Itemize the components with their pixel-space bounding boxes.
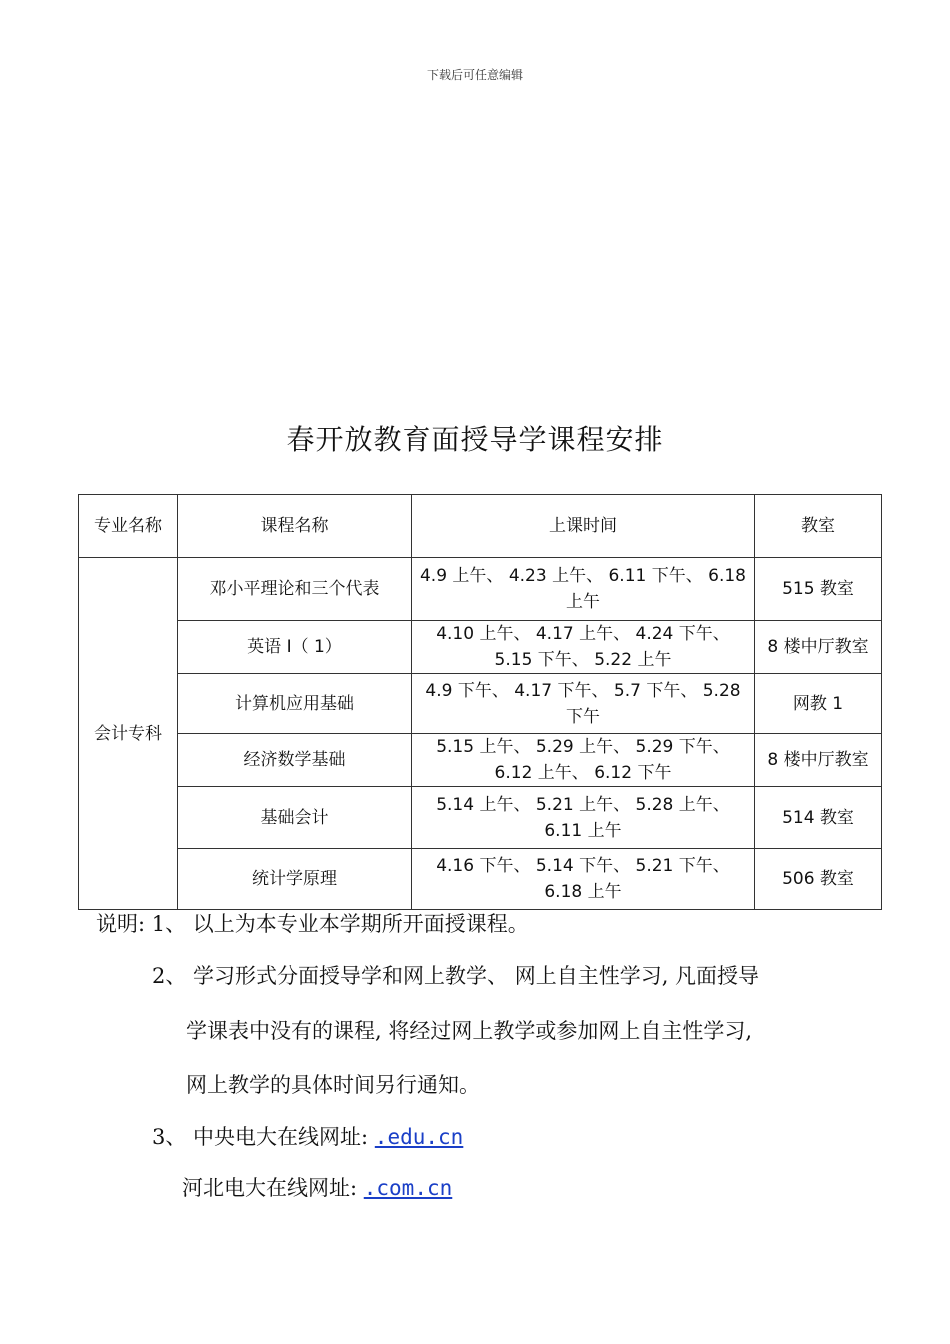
room-cell: 网教 1 <box>755 674 882 734</box>
table-row <box>79 621 882 674</box>
course-schedule-table <box>78 494 882 910</box>
time-cell: 5.14 上午、 5.21 上午、 5.28 上午、 6.11 上午 <box>412 787 755 849</box>
table-row <box>79 674 882 734</box>
course-cell: 经济数学基础 <box>178 734 412 787</box>
time-cell: 4.16 下午、 5.14 下午、 5.21 下午、 6.18 上午 <box>412 849 755 910</box>
course-cell: 邓小平理论和三个代表 <box>178 558 412 621</box>
table-row <box>79 787 882 849</box>
course-cell: 英语 I（ 1） <box>178 621 412 674</box>
header-note: 下载后可任意编辑 <box>426 68 523 82</box>
page-title: 春开放教育面授导学课程安排 <box>286 423 664 456</box>
note-line-3: 学课表中没有的课程, 将经过网上教学或参加网上自主性学习, <box>186 1019 753 1043</box>
note-line-2: 2、 学习形式分面授导学和网上教学、 网上自主性学习, 凡面授导 <box>152 964 760 988</box>
note-5-label: 3、 中央电大在线网址: <box>152 1125 375 1149</box>
course-cell: 计算机应用基础 <box>178 674 412 734</box>
table-row <box>79 558 882 621</box>
time-cell: 4.9 上午、 4.23 上午、 6.11 下午、 6.18 上午 <box>412 558 755 621</box>
header-room: 教室 <box>755 495 882 558</box>
room-cell: 8 楼中厅教室 <box>755 734 882 787</box>
note-line-5 <box>152 1121 463 1151</box>
time-cell: 5.15 上午、 5.29 上午、 5.29 下午、 6.12 上午、 6.12 下午 <box>412 734 755 787</box>
course-cell: 统计学原理 <box>178 849 412 910</box>
note-line-1: 说明: 1、 以上为本专业本学期所开面授课程。 <box>96 912 529 936</box>
header-major: 专业名称 <box>79 495 178 558</box>
major-cell: 会计专科 <box>79 558 178 910</box>
note-line-6 <box>182 1172 452 1202</box>
hebei-edu-link[interactable]: .com.cn <box>363 1176 453 1200</box>
room-cell: 515 教室 <box>755 558 882 621</box>
table-row <box>79 849 882 910</box>
header-time: 上课时间 <box>412 495 755 558</box>
header-course: 课程名称 <box>178 495 412 558</box>
note-6-label: 河北电大在线网址: <box>182 1176 364 1200</box>
cctv-edu-link[interactable]: .edu.cn <box>374 1125 464 1149</box>
time-cell: 4.10 上午、 4.17 上午、 4.24 下午、 5.15 下午、 5.22 上午 <box>412 621 755 674</box>
time-cell: 4.9 下午、 4.17 下午、 5.7 下午、 5.28 下午 <box>412 674 755 734</box>
table-row <box>79 734 882 787</box>
room-cell: 514 教室 <box>755 787 882 849</box>
table-header-row <box>79 495 882 558</box>
room-cell: 8 楼中厅教室 <box>755 621 882 674</box>
room-cell: 506 教室 <box>755 849 882 910</box>
course-cell: 基础会计 <box>178 787 412 849</box>
note-line-4: 网上教学的具体时间另行通知。 <box>186 1073 480 1097</box>
